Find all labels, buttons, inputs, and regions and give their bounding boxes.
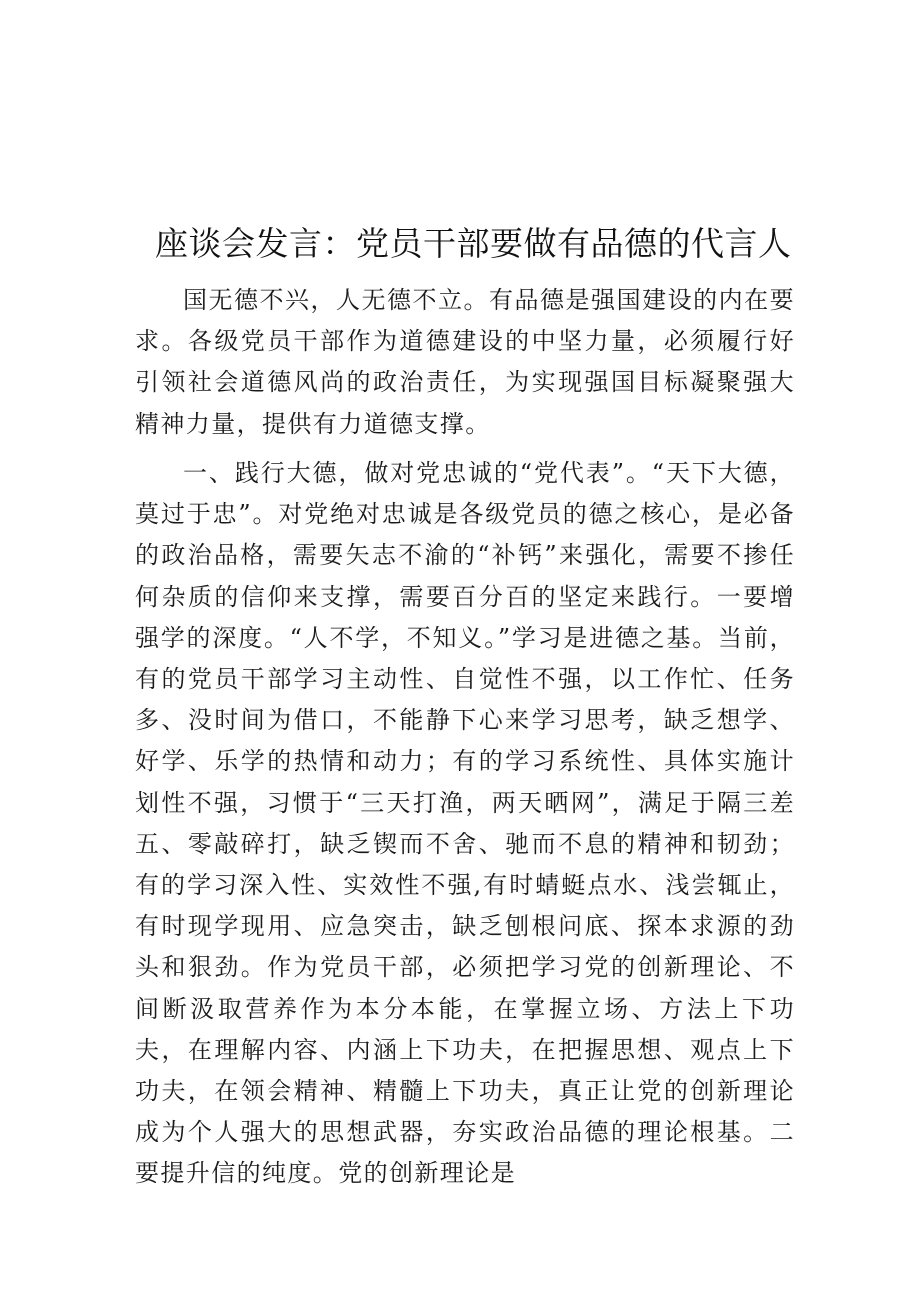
paragraph-section-one: 一、践行大德，做对党忠诚的“党代表”。“天下大德，莫过于忠”。对党绝对忠诚是各级党员的德之核心，是必备的政治品格，需要矢志不渝的“补钙”来强化，需要不掺任何杂质的信仰来支撑，需要百分百的坚定来践行。一要增强学的深度。“人不学，不知义。”学习是进德之基。当前，有的党员干部学习主动性、自觉性不强，以工作忙、任务多、没时间为借口，不能静下心来学习思考，缺乏想学、好学、乐学的热情和动力；有的学习系统性、具体实施计划性不强，习惯于“三天打渔，两天晒网”，满足于隔三差五、零敲碎打，缺乏锲而不舍、驰而不息的精神和韧劲；有的学习深入性、实效性不强,有时蜻蜓点水、浅尝辄止，有时现学现用、应急突击，缺乏刨根问底、探本求源的劲头和狠劲。作为党员干部，必须把学习党的创新理论、不间断汲取营养作为本分本能，在掌握立场、方法上下功夫，在理解内容、内涵上下功夫，在把握思想、观点上下功夫，在领会精神、精髓上下功夫，真正让党的创新理论成为个人强大的思想武器，夯实政治品德的理论根基。二要提升信的纯度。党的创新理论是: [135, 459, 795, 1188]
document-title: 座谈会发言：党员干部要做有品德的代言人: [155, 224, 792, 263]
paragraph-intro: 国无德不兴，人无德不立。有品德是强国建设的内在要求。各级党员干部作为道德建设的中坚力量，必须履行好引领社会道德风尚的政治责任，为实现强国目标凝聚强大精神力量，提供有力道德支撑。: [135, 286, 795, 438]
